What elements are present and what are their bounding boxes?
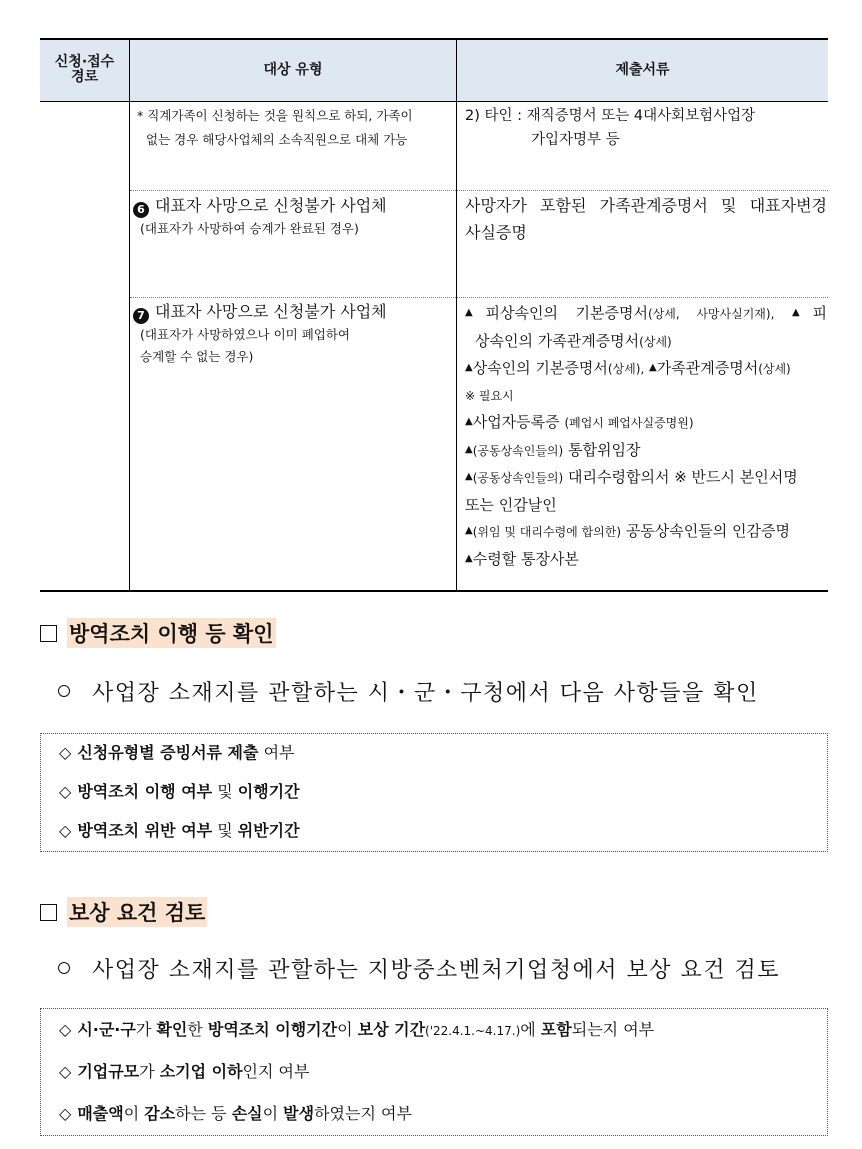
docs-line: ▲(공동상속인들의) 통합위임장 (465, 440, 641, 459)
docs-line: 가입자명부 등 (531, 132, 620, 148)
square-bullet-icon (40, 625, 57, 642)
header-target-type: 대상 유형 (263, 61, 323, 78)
triangle-bullet-icon: ▲ (465, 525, 473, 536)
row-divider (130, 190, 828, 191)
triangle-bullet-icon: ▲ (465, 307, 486, 318)
section1-lead-text: 사업장 소재지를 관할하는 시・군・구청에서 다음 사항들을 확인 (92, 681, 759, 706)
square-bullet-icon (40, 904, 57, 921)
diamond-bullet-icon: ◇ (59, 1062, 72, 1081)
diamond-bullet-icon: ◇ (59, 821, 72, 840)
triangle-bullet-icon: ▲ (465, 471, 473, 482)
row7-type (133, 300, 455, 368)
table-col-divider-1 (129, 38, 130, 592)
diamond-bullet-icon: ◇ (59, 743, 72, 762)
docs-line: 2) 타인 : 재직증명서 또는 4대사회보험사업장 (465, 108, 756, 124)
docs-line: ※ 필요시 (465, 388, 514, 403)
docs-line: ▲(위임 및 대리수령에 합의한) 공동상속인들의 인감증명 (465, 522, 790, 540)
checklist-item: ◇ 기업규모가 소기업 이하인지 여부 (59, 1062, 310, 1081)
header-application-route: 신청·접수 경로 (54, 54, 115, 85)
section2-checklist (40, 1008, 828, 1136)
table-bottom-rule (40, 590, 828, 592)
diamond-bullet-icon: ◇ (59, 782, 72, 801)
section2-lead (58, 953, 780, 984)
docs-line: ▲사업자등록증 (폐업시 폐업사실증명원) (465, 413, 694, 431)
row7-subtitle: 승계할 수 없는 경우) (140, 349, 254, 364)
section1-lead (58, 676, 759, 707)
docs-line: ▲수령할 통장사본 (465, 549, 579, 568)
checklist-item: ◇ 방역조치 이행 여부 및 이행기간 (59, 782, 300, 801)
triangle-bullet-icon: ▲ (465, 552, 473, 564)
checklist-item: ◇ 방역조치 위반 여부 및 위반기간 (59, 821, 300, 840)
section1-heading (40, 618, 276, 648)
row6-title: 대표자 사망으로 신청불가 사업체 (155, 196, 387, 215)
checklist-item: ◇ 시·군·구가 확인한 방역조치 이행기간이 보상 기간('22.4.1.~4.17.)에 포함되는지 여부 (59, 1020, 655, 1039)
docs-line: 상속인의 가족관계증명서(상세) (475, 331, 672, 350)
row6-docs (465, 192, 827, 246)
checklist-item: ◇ 매출액이 감소하는 등 손실이 발생하였는지 여부 (59, 1104, 412, 1123)
note-line: * 직계가족이 신청하는 것을 원칙으로 하되, 가족이 (137, 108, 413, 123)
docs-line: ▲상속인의 기본증명서(상세), ▲가족관계증명서(상세) (465, 359, 791, 377)
number-badge-7: 7 (133, 308, 149, 324)
circle-bullet-icon (58, 685, 70, 697)
row7-docs (465, 300, 827, 572)
triangle-bullet-icon: ▲ (465, 443, 473, 455)
diamond-bullet-icon: ◇ (59, 1104, 72, 1123)
circle-bullet-icon (58, 962, 70, 974)
section2-heading (40, 897, 207, 927)
other-person-docs (465, 104, 825, 152)
docs-line: ▲(공동상속인들의) 대리수령합의서 ※ 반드시 본인서명 (465, 468, 798, 486)
docs-line: 사망자가 포함된 가족관계증명서 및 대표자변경 (465, 196, 827, 215)
number-badge-6: 6 (133, 202, 149, 218)
section2-lead-text: 사업장 소재지를 관할하는 지방중소벤처기업청에서 보상 요건 검토 (92, 958, 781, 983)
checklist-item: ◇ 신청유형별 증빙서류 제출 여부 (59, 743, 295, 762)
row7-subtitle: (대표자가 사망하였으나 이미 폐업하여 (140, 327, 350, 342)
row-divider (130, 297, 828, 298)
docs-line: 또는 인감날인 (465, 495, 557, 514)
section2-title: 보상 요건 검토 (67, 897, 207, 927)
docs-line: ▲피상속인의 기본증명서(상세, 사망사실기재), ▲피 (465, 304, 827, 322)
triangle-bullet-icon: ▲ (465, 362, 473, 373)
triangle-bullet-icon: ▲ (791, 307, 813, 318)
section1-title: 방역조치 이행 등 확인 (67, 618, 276, 648)
row6-subtitle: (대표자가 사망하여 승계가 완료된 경우) (140, 221, 359, 236)
diamond-bullet-icon: ◇ (59, 1020, 72, 1039)
family-note (137, 104, 457, 152)
triangle-bullet-icon: ▲ (649, 362, 657, 373)
row6-type (133, 194, 455, 240)
section1-checklist (40, 733, 828, 852)
triangle-bullet-icon: ▲ (465, 416, 473, 427)
header-documents: 제출서류 (615, 61, 670, 78)
row7-title: 대표자 사망으로 신청불가 사업체 (155, 302, 387, 321)
docs-line: 사실증명 (465, 223, 527, 242)
note-line: 없는 경우 해당사업체의 소속직원으로 대체 가능 (146, 132, 408, 147)
